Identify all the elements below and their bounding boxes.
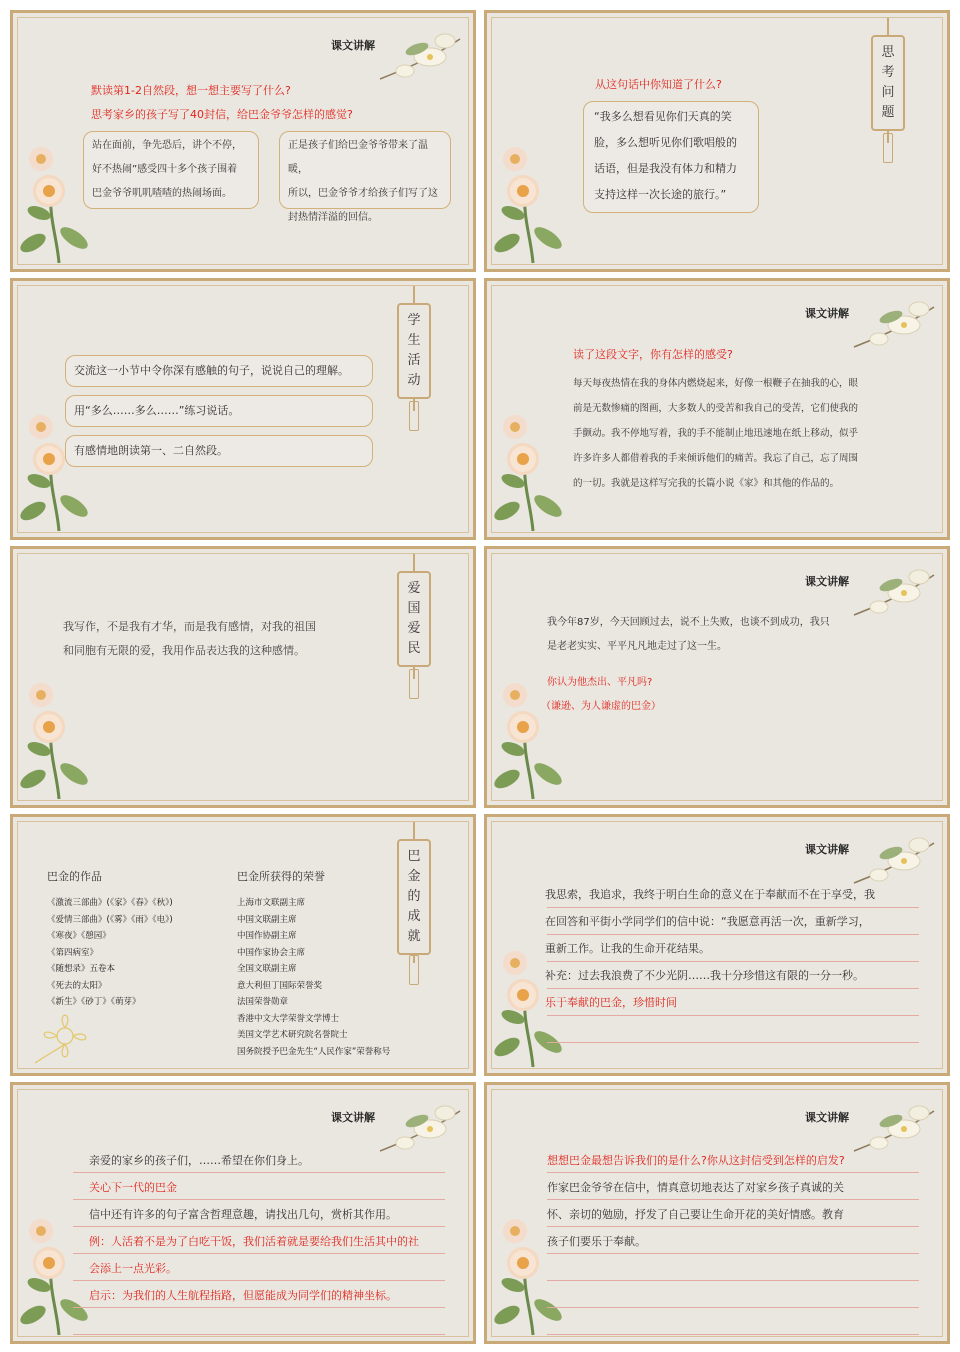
slide-header: 课文讲解 bbox=[331, 39, 375, 52]
passage-line: 亲爱的家乡的孩子们，……希望在你们身上。 bbox=[89, 1154, 309, 1167]
slide-8 bbox=[484, 814, 950, 1076]
answer-box-right bbox=[279, 131, 451, 223]
passage-line: 在回答和平街小学同学们的信中说：“我愿意再活一次，重新学习， bbox=[545, 915, 870, 928]
ruled-line bbox=[547, 1334, 919, 1335]
tag-char: 民 bbox=[407, 641, 421, 656]
conclusion: 乐于奉献的巴金，珍惜时间 bbox=[545, 996, 677, 1009]
work-item: 《新生》《砂丁》《萌芽》 bbox=[47, 997, 141, 1007]
insight-line: 启示：为我们的人生航程指路，但愿能成为同学们的精神坐标。 bbox=[89, 1289, 397, 1302]
quote-line: 我写作，不是我有才华，而是我有感情，对我的祖国 bbox=[63, 620, 316, 633]
passage-line: 我今年87岁，今天回顾过去，说不上失败，也谈不到成功，我只 bbox=[547, 617, 830, 628]
slide-header: 课文讲解 bbox=[805, 575, 849, 588]
slide-header: 课文讲解 bbox=[805, 843, 849, 856]
flower-left-icon bbox=[19, 679, 89, 799]
slide-5 bbox=[10, 546, 476, 808]
passage-line: 手颤动。我不停地写着，我的手不能制止地迅速地在纸上移动，似乎 bbox=[573, 428, 859, 439]
slide-10 bbox=[484, 1082, 950, 1344]
question-1: 默读第1-2自然段，想一想主要写了什么? bbox=[91, 84, 291, 97]
honor-item: 中国作协副主席 bbox=[237, 931, 297, 941]
hanging-tag-icon bbox=[871, 35, 905, 131]
tassel-icon bbox=[409, 955, 419, 985]
slide-header: 课文讲解 bbox=[805, 307, 849, 320]
slide-9 bbox=[10, 1082, 476, 1344]
passage bbox=[573, 371, 858, 496]
slide-7 bbox=[10, 814, 476, 1076]
tag-char: 问 bbox=[881, 85, 895, 100]
honor-item: 香港中文大学荣誉文学博士 bbox=[237, 1013, 340, 1024]
answer-line: 站在面前，争先恐后，讲个不停， bbox=[92, 140, 242, 151]
tag-char: 考 bbox=[881, 65, 895, 80]
honor-item: 中国作家协会主席 bbox=[237, 947, 306, 958]
hanging-cord bbox=[887, 17, 889, 35]
honors-title: 巴金所获得的荣誉 bbox=[237, 870, 325, 883]
tag-char: 就 bbox=[407, 929, 421, 944]
answer-line: 正是孩子们给巴金爷爷带来了温暖， bbox=[288, 140, 428, 175]
works-title: 巴金的作品 bbox=[47, 870, 102, 883]
tag-char: 的 bbox=[407, 889, 421, 904]
work-item: 《激流三部曲》(《家》《春》《秋》) bbox=[47, 898, 173, 908]
question: 想想巴金最想告诉我们的是什么?你从这封信受到怎样的启发? bbox=[547, 1154, 845, 1167]
passage-line: 的一切。我就是这样写完我的长篇小说《家》和其他的作品的。 bbox=[573, 478, 840, 489]
hanging-cord bbox=[413, 553, 415, 571]
question: 从这句话中你知道了什么? bbox=[595, 78, 722, 91]
flower-top-right-icon bbox=[849, 287, 939, 357]
tag-char: 题 bbox=[881, 105, 895, 120]
tag-char: 思 bbox=[881, 45, 895, 60]
tag-char: 生 bbox=[407, 333, 421, 348]
activity-item: 用“多么……多么……”练习说话。 bbox=[65, 395, 373, 427]
tag-char: 爱 bbox=[407, 581, 421, 596]
quote-line: 脸，多么想听见你们歌唱般的 bbox=[594, 136, 737, 149]
work-item: 《寒夜》《憩园》 bbox=[47, 931, 111, 941]
hanging-cord bbox=[413, 285, 415, 303]
flower-left-icon bbox=[493, 143, 563, 263]
ruled-line bbox=[547, 1280, 919, 1281]
quote-line: “我多么想看见你们天真的笑 bbox=[594, 110, 732, 123]
work-item: 《爱情三部曲》(《雾》《雨》《电》) bbox=[47, 914, 173, 925]
honor-item: 意大利但丁国际荣誉奖 bbox=[237, 980, 323, 991]
passage-line: 孩子们要乐于奉献。 bbox=[547, 1235, 646, 1248]
honor-item: 中国文联副主席 bbox=[237, 914, 297, 925]
passage-line: 补充：过去我浪费了不少光阴……我十分珍惜这有限的一分一秒。 bbox=[545, 969, 864, 982]
slide-6 bbox=[484, 546, 950, 808]
tag-char: 学 bbox=[407, 313, 421, 328]
quote-line: 和同胞有无限的爱，我用作品表达我的这种感情。 bbox=[63, 644, 305, 657]
answer-line: 好不热闹”感受四十多个孩子围着 bbox=[92, 164, 238, 175]
passage-line: 重新工作。让我的生命开花结果。 bbox=[545, 942, 710, 955]
hanging-cord bbox=[413, 821, 415, 839]
passage-line: 我思索，我追求，我终于明白生命的意义在于奉献而不在于享受，我 bbox=[545, 888, 875, 901]
answer-line: 所以，巴金爷爷才给孩子们写了这 bbox=[288, 188, 438, 199]
example-line: 会添上一点光彩。 bbox=[89, 1262, 177, 1275]
passage-line: 每天每夜热情在我的身体内燃烧起来，好像一根鞭子在抽我的心，眼 bbox=[573, 378, 859, 389]
passage-line: 信中还有许多的句子富含哲理意趣，请找出几句，赏析其作用。 bbox=[89, 1208, 397, 1221]
works-list bbox=[47, 895, 173, 1011]
slide-header: 课文讲解 bbox=[805, 1111, 849, 1124]
flower-left-icon bbox=[493, 411, 563, 531]
tag-char: 动 bbox=[407, 373, 421, 388]
slide-2 bbox=[484, 10, 950, 272]
tag-char: 活 bbox=[407, 353, 421, 368]
flower-top-right-icon bbox=[849, 1091, 939, 1161]
answer-line: 封热情洋溢的回信。 bbox=[288, 212, 378, 223]
question-2: 思考家乡的孩子写了40封信，给巴金爷爷怎样的感觉? bbox=[91, 108, 353, 121]
tag-char: 国 bbox=[407, 601, 421, 616]
ruled-line bbox=[547, 1042, 919, 1043]
example-line: 例：人活着不是为了白吃干饭，我们活着就是要给我们生活其中的社 bbox=[89, 1235, 419, 1248]
tag-char: 成 bbox=[407, 909, 421, 924]
activity-item: 有感情地朗读第一、二自然段。 bbox=[65, 435, 373, 467]
work-item: 《第四病室》 bbox=[47, 947, 99, 958]
honor-item: 法国荣誉勋章 bbox=[237, 997, 289, 1007]
flower-top-right-icon bbox=[375, 19, 465, 89]
tassel-icon bbox=[883, 133, 893, 163]
tag-char: 巴 bbox=[407, 849, 421, 864]
slide-header: 课文讲解 bbox=[331, 1111, 375, 1124]
slide-4 bbox=[484, 278, 950, 540]
honor-item: 上海市文联副主席 bbox=[237, 898, 306, 908]
passage bbox=[89, 1147, 419, 1309]
honor-item: 美国文学艺术研究院名誉院士 bbox=[237, 1030, 348, 1040]
passage bbox=[547, 1147, 845, 1255]
hanging-tag-icon bbox=[397, 839, 431, 955]
passage-line: 怀、亲切的勉励，抒发了自己要让生命开花的美好情感。教育 bbox=[547, 1208, 844, 1221]
honor-item: 全国文联副主席 bbox=[237, 964, 297, 974]
quote-box bbox=[583, 101, 759, 213]
flower-left-icon bbox=[19, 411, 89, 531]
passage-line: 是老老实实、平平凡凡地走过了这一生。 bbox=[547, 641, 727, 652]
ruled-line bbox=[547, 1307, 919, 1308]
quote-line: 话语，但是我没有体力和精力 bbox=[594, 162, 737, 175]
question: 读了这段文字，你有怎样的感受? bbox=[573, 348, 733, 361]
quote-line: 支持这样一次长途的旅行。” bbox=[594, 188, 727, 201]
flower-outline-icon bbox=[25, 1003, 105, 1069]
passage-line: 前是无数惨痛的图画，大多数人的受苦和我自己的受苦，它们使我的 bbox=[573, 403, 859, 414]
flower-top-right-icon bbox=[849, 555, 939, 625]
passage bbox=[545, 881, 875, 1016]
highlight: 关心下一代的巴金 bbox=[89, 1181, 177, 1194]
hanging-tag-icon bbox=[397, 303, 431, 399]
flower-left-icon bbox=[19, 1215, 89, 1335]
passage bbox=[547, 611, 830, 659]
tassel-icon bbox=[409, 401, 419, 431]
hanging-tag-icon bbox=[397, 571, 431, 667]
answer-line: 巴金爷爷叽叽喳喳的热闹场面。 bbox=[92, 188, 232, 199]
tag-char: 金 bbox=[407, 869, 421, 884]
passage-line: 作家巴金爷爷在信中，情真意切地表达了对家乡孩子真诚的关 bbox=[547, 1181, 844, 1194]
activity-item: 交流这一小节中令你深有感触的句子，说说自己的理解。 bbox=[65, 355, 373, 387]
answer-box-left bbox=[83, 131, 259, 209]
answer: （谦逊、为人谦虚的巴金） bbox=[541, 701, 661, 712]
question: 你认为他杰出、平凡吗? bbox=[547, 677, 653, 688]
flower-left-icon bbox=[19, 143, 89, 263]
quote-text bbox=[63, 615, 316, 663]
work-item: 《死去的太阳》 bbox=[47, 980, 107, 991]
passage-line: 许多许多人都借着我的手来倾诉他们的痛苦。我忘了自己，忘了周围 bbox=[573, 453, 859, 464]
slide-3 bbox=[10, 278, 476, 540]
tag-char: 爱 bbox=[407, 621, 421, 636]
honor-item: 国务院授予巴金先生“人民作家”荣誉称号 bbox=[237, 1046, 391, 1057]
work-item: 《随想录》五卷本 bbox=[47, 964, 116, 974]
tassel-icon bbox=[409, 669, 419, 699]
honors-list bbox=[237, 895, 390, 1060]
ruled-line bbox=[73, 1334, 445, 1335]
slide-1 bbox=[10, 10, 476, 272]
